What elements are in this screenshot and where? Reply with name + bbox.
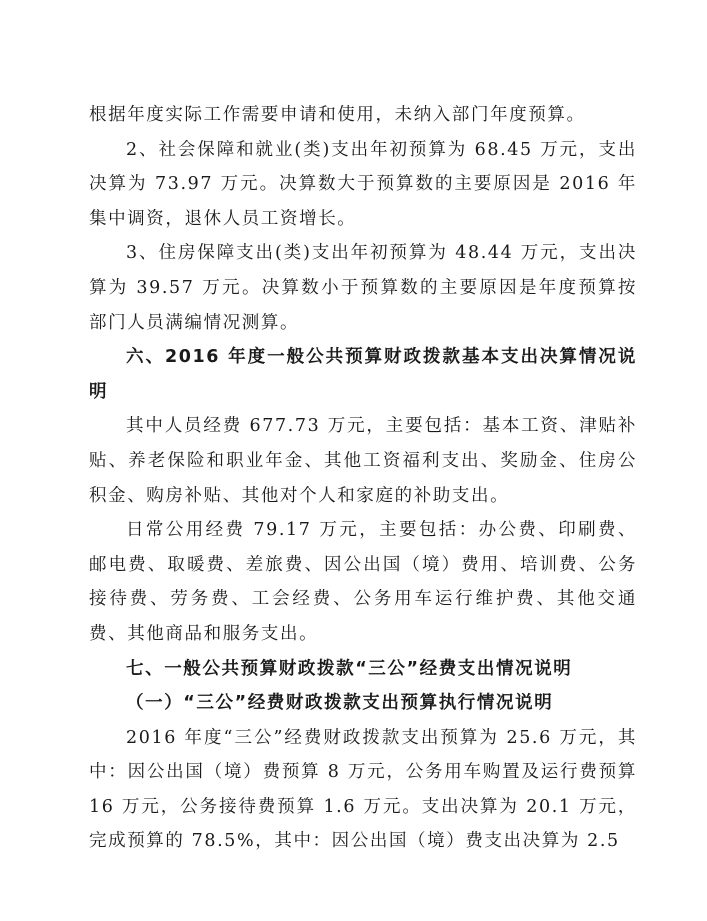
section-heading-6: 六、2016 年度一般公共预算财政拨款基本支出决算情况说明 bbox=[89, 347, 637, 402]
paragraph-three-public-budget: 2016 年度“三公”经费财政拨款支出预算为 25.6 万元，其中：因公出国（境）费预算 8 万元，公务用车购置及运行费预算 16 万元，公务接待费预算 1.6 万元。支出决算为 20.1 万元，完成预算的 78.5%，其中：因公出国（境）费支出决算为 2.5 bbox=[89, 727, 637, 852]
section-heading-7: 七、一般公共预算财政拨款“三公”经费支出情况说明 bbox=[126, 658, 573, 679]
paragraph-public-expenses: 日常公用经费 79.17 万元，主要包括：办公费、印刷费、邮电费、取暖费、差旅费、因公出国（境）费用、培训费、公务接待费、劳务费、工会经费、公务用车运行维护费、其他交通费、其他商品和服务支出。 bbox=[89, 520, 637, 644]
paragraph-social-security: 2、社会保障和就业(类)支出年初预算为 68.45 万元，支出决算为 73.97 万元。决算数大于预算数的主要原因是 2016 年集中调资，退休人员工资增长。 bbox=[89, 139, 637, 229]
document-page bbox=[89, 98, 637, 859]
paragraph-personnel-expenses: 其中人员经费 677.73 万元，主要包括：基本工资、津贴补贴、养老保险和职业年金、其他工资福利支出、奖励金、住房公积金、购房补贴、其他对个人和家庭的补助支出。 bbox=[89, 416, 637, 506]
subsection-heading-1: （一）“三公”经费财政拨款支出预算执行情况说明 bbox=[126, 693, 554, 714]
paragraph-housing-security: 3、住房保障支出(类)支出年初预算为 48.44 万元，支出决算为 39.57 万元。决算数小于预算数的主要原因是年度预算按部门人员满编情况测算。 bbox=[89, 243, 637, 333]
paragraph-continuation: 根据年度实际工作需要申请和使用，未纳入部门年度预算。 bbox=[89, 105, 586, 125]
